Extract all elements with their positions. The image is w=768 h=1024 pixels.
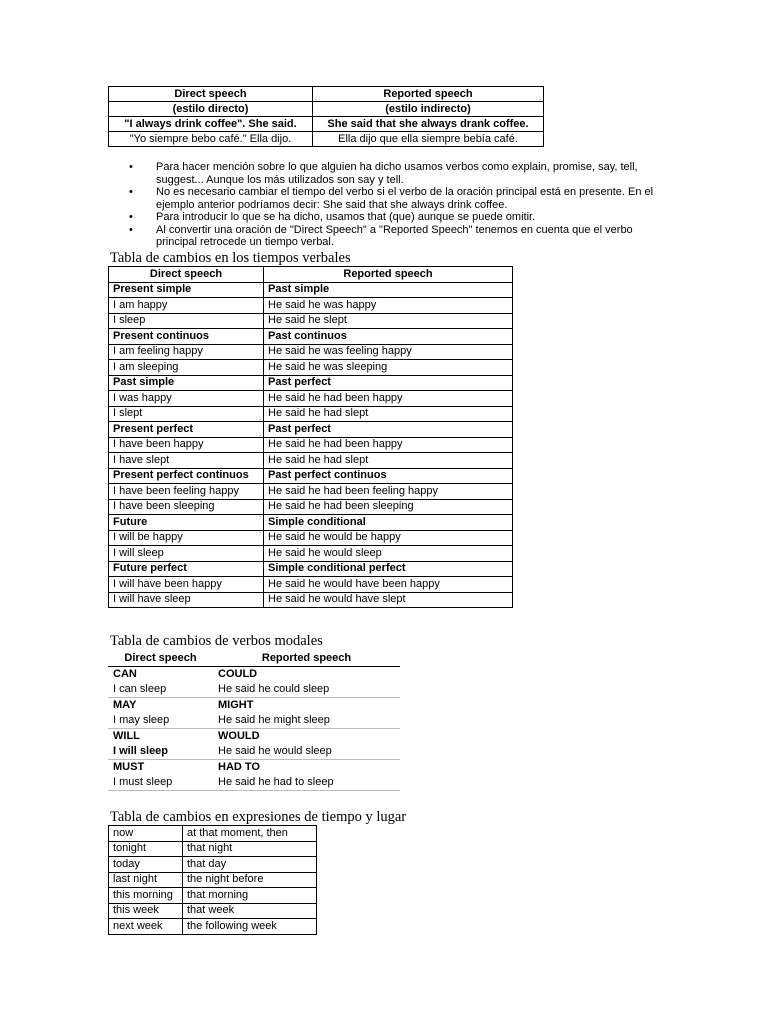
reported-cell: Past continuos (264, 329, 513, 345)
direct-cell: I am sleeping (109, 360, 264, 376)
direct-cell: Future perfect (109, 561, 264, 577)
example-spanish-reported: Ella dijo que ella siempre bebía café. (313, 132, 544, 147)
table-row (109, 530, 513, 546)
modal-title-row (108, 729, 400, 745)
reported-cell: He said he could sleep (213, 682, 400, 698)
tense-title-row (109, 375, 513, 391)
direct-cell: today (109, 857, 183, 873)
modal-example-row (108, 744, 400, 760)
table-row (109, 360, 513, 376)
reported-cell: He said he might sleep (213, 713, 400, 729)
table-row (109, 484, 513, 500)
tense-title-row (109, 329, 513, 345)
direct-cell: I have slept (109, 453, 264, 469)
header-direct: Direct speech (109, 87, 313, 102)
table-row (109, 546, 513, 562)
direct-cell: I will have been happy (109, 577, 264, 593)
reported-cell: Simple conditional perfect (264, 561, 513, 577)
speech-intro-table (108, 86, 544, 147)
rule-text: Para hacer mención sobre lo que alguien ha dicho usamos verbos como explain, promise, say, tell, suggest... Aunque los más utilizados son say y tell. (156, 161, 638, 186)
bullet-icon: • (129, 211, 133, 223)
direct-cell: I have been sleeping (109, 499, 264, 515)
tense-title-row (109, 468, 513, 484)
modal-example-row (108, 682, 400, 698)
direct-cell: I will sleep (109, 546, 264, 562)
modal-example-row (108, 775, 400, 791)
direct-cell: MUST (113, 761, 145, 773)
time-place-table (108, 825, 317, 935)
reported-cell: that day (183, 857, 317, 873)
reported-cell: He said he would sleep (264, 546, 513, 562)
reported-cell: Simple conditional (264, 515, 513, 531)
table-row (109, 298, 513, 314)
reported-cell: Past simple (264, 282, 513, 298)
direct-cell: MAY (113, 699, 137, 711)
reported-cell: WOULD (218, 730, 260, 742)
direct-cell: Past simple (109, 375, 264, 391)
rule-item (126, 186, 666, 211)
rule-text: Para introducir lo que se ha dicho, usamos that (que) aunque se puede omitir. (156, 211, 536, 223)
tense-title-row (109, 561, 513, 577)
direct-cell: I may sleep (108, 713, 213, 729)
reported-cell: He said he would be happy (264, 530, 513, 546)
tense-changes-table (108, 266, 513, 608)
modal-title-row (108, 667, 400, 683)
reported-cell: He said he had been happy (264, 437, 513, 453)
direct-cell: I sleep (109, 313, 264, 329)
reported-cell: He said he had to sleep (213, 775, 400, 791)
modal-title-row (108, 698, 400, 714)
expression-row (109, 826, 317, 842)
reported-cell: He said he had been happy (264, 391, 513, 407)
rule-item (126, 161, 666, 186)
time-place-table-caption: Tabla de cambios en expresiones de tiempo y lugar (110, 809, 407, 825)
direct-cell: next week (109, 919, 183, 935)
table-row (109, 344, 513, 360)
reported-cell: that week (183, 903, 317, 919)
direct-cell: CAN (113, 668, 137, 680)
expression-row (109, 888, 317, 904)
rule-item (126, 224, 666, 249)
tense-table-caption: Tabla de cambios en los tiempos verbales (110, 250, 351, 266)
modal-changes-table (108, 651, 400, 791)
direct-cell: I am happy (109, 298, 264, 314)
tense-title-row (109, 515, 513, 531)
example-english-reported: She said that she always drank coffee. (313, 117, 544, 132)
table-row (109, 577, 513, 593)
reported-cell: He said he had been sleeping (264, 499, 513, 515)
reported-cell: HAD TO (218, 761, 260, 773)
reported-cell: He said he was sleeping (264, 360, 513, 376)
table-row (109, 499, 513, 515)
modal-title-row (108, 760, 400, 776)
direct-cell: I have been happy (109, 437, 264, 453)
bullet-icon: • (129, 186, 133, 198)
direct-cell: now (109, 826, 183, 842)
direct-cell: Present perfect (109, 422, 264, 438)
expression-row (109, 919, 317, 935)
direct-cell: this week (109, 903, 183, 919)
expression-row (109, 857, 317, 873)
table-row (109, 453, 513, 469)
reported-cell: He said he would sleep (213, 744, 400, 760)
tense-title-row (109, 282, 513, 298)
reported-cell: at that moment, then (183, 826, 317, 842)
reported-cell: that morning (183, 888, 317, 904)
reported-cell: Past perfect (264, 375, 513, 391)
reported-cell: He said he had slept (264, 406, 513, 422)
tense-title-row (109, 422, 513, 438)
rule-text: No es necesario cambiar el tiempo del verbo si el verbo de la oración principal está en presente. En el ejemplo anterior podríamos decir: She said that she always drink coffee. (156, 186, 654, 211)
reported-cell: MIGHT (218, 699, 254, 711)
reported-cell: He said he was happy (264, 298, 513, 314)
reported-cell: He said he had been feeling happy (264, 484, 513, 500)
table-header-row (109, 267, 513, 283)
subheader-reported: (estilo indirecto) (313, 102, 544, 117)
expression-row (109, 872, 317, 888)
direct-cell: I will have sleep (109, 592, 264, 608)
direct-cell: I must sleep (108, 775, 213, 791)
direct-cell: Future (109, 515, 264, 531)
reported-cell: Past perfect (264, 422, 513, 438)
reported-cell: He said he had slept (264, 453, 513, 469)
reported-cell: Reported speech (264, 267, 513, 283)
bullet-icon: • (129, 223, 133, 236)
reported-cell: that night (183, 841, 317, 857)
direct-cell: Present perfect continuos (109, 468, 264, 484)
subheader-direct: (estilo directo) (109, 102, 313, 117)
reported-cell: Past perfect continuos (264, 468, 513, 484)
reported-cell: the night before (183, 872, 317, 888)
reported-cell: COULD (218, 668, 258, 680)
direct-cell: I will sleep (108, 744, 213, 760)
modal-table-caption: Tabla de cambios de verbos modales (110, 633, 323, 649)
rule-item (126, 211, 666, 224)
rule-text: Al convertir una oración de "Direct Speech" a "Reported Speech" tenemos en cuenta que el verbo principal retrocede un tiempo verbal. (156, 223, 633, 248)
direct-cell: tonight (109, 841, 183, 857)
reported-cell: Reported speech (213, 651, 400, 667)
direct-cell: WILL (113, 730, 140, 742)
example-english-direct: "I always drink coffee". She said. (109, 117, 313, 132)
table-row (109, 391, 513, 407)
header-reported: Reported speech (313, 87, 544, 102)
reported-cell: He said he slept (264, 313, 513, 329)
direct-cell: Direct speech (109, 267, 264, 283)
table-row (109, 592, 513, 608)
reported-cell: He said he was feeling happy (264, 344, 513, 360)
direct-cell: Present continuos (109, 329, 264, 345)
direct-cell: Present simple (109, 282, 264, 298)
table-row (109, 437, 513, 453)
direct-cell: I have been feeling happy (109, 484, 264, 500)
reported-cell: the following week (183, 919, 317, 935)
bullet-icon: • (129, 161, 133, 173)
direct-cell: I was happy (109, 391, 264, 407)
table-row (109, 313, 513, 329)
modal-example-row (108, 713, 400, 729)
direct-cell: I will be happy (109, 530, 264, 546)
expression-row (109, 841, 317, 857)
reported-cell: He said he would have slept (264, 592, 513, 608)
direct-cell: last night (109, 872, 183, 888)
direct-cell: I am feeling happy (109, 344, 264, 360)
reported-cell: He said he would have been happy (264, 577, 513, 593)
expression-row (109, 903, 317, 919)
direct-cell: I can sleep (108, 682, 213, 698)
example-spanish-direct: "Yo siempre bebo café." Ella dijo. (109, 132, 313, 147)
rules-list (126, 161, 666, 249)
direct-cell: I slept (109, 406, 264, 422)
direct-cell: Direct speech (108, 651, 213, 667)
table-row (109, 406, 513, 422)
table-header-row (108, 651, 400, 667)
direct-cell: this morning (109, 888, 183, 904)
